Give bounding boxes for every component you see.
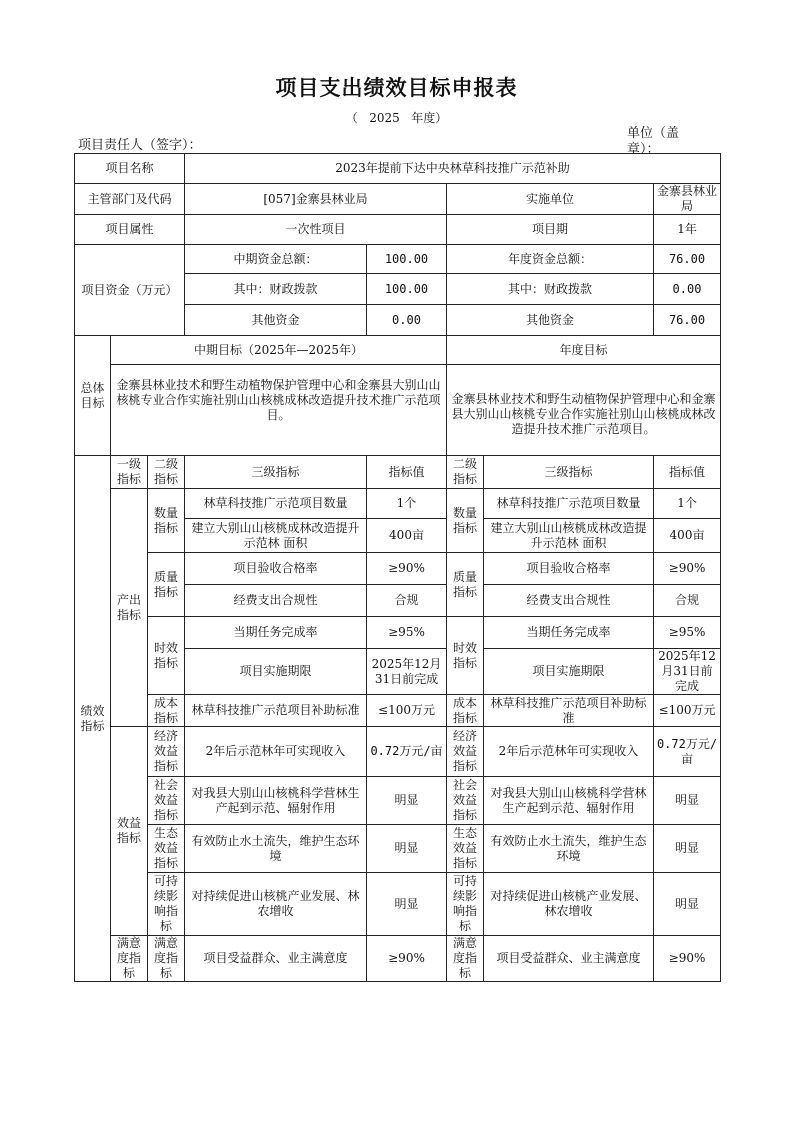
mid-goal-header: 中期目标（2025年—2025年） [111,336,447,365]
quantity-label-year: 数量指标 [447,489,484,553]
row-6-mid-value: ≤100万元 [367,695,447,727]
attr-label: 项目属性 [75,215,185,245]
impl-unit-value: 金寨县林业局 [654,184,721,215]
row-2-mid: 项目验收合格率 [185,553,367,585]
impl-unit-label: 实施单位 [447,184,654,215]
attr-value: 一次性项目 [185,215,447,245]
row-2-mid-value: ≥90% [367,553,447,585]
row-3-year: 经费支出合规性 [484,585,654,617]
performance-table [74,153,721,982]
overall-goal-label: 总体目标 [75,336,111,456]
header-level3: 三级指标 [185,456,367,489]
responsible-person-label: 项目责任人（签字）： [78,138,202,153]
dept-value: [057]金寨县林业局 [185,184,447,215]
timeliness-label-year: 时效指标 [447,617,484,695]
row-11-year-value: ≥90% [654,936,721,982]
row-2-year: 项目验收合格率 [484,553,654,585]
row-5-mid-value: 2025年12月31日前完成 [367,649,447,695]
period-value: 1年 [654,215,721,245]
year-total-value: 76.00 [654,245,721,274]
row-2-year-value: ≥90% [654,553,721,585]
row-0-mid: 林草科技推广示范项目数量 [185,489,367,519]
social-label-year: 社会效益指标 [447,777,484,825]
quality-label: 质量指标 [148,553,185,617]
row-8-year: 对我县大别山山核桃科学营林生产起到示范、辐射作用 [484,777,654,825]
row-9-year: 有效防止水土流失，维护生态环境 [484,825,654,873]
project-name-value: 2023年提前下达中央林草科技推广示范补助 [185,154,721,184]
cost-label: 成本指标 [148,695,185,727]
economic-label-year: 经济效益指标 [447,727,484,777]
sustainable-label-year: 可持续影响指标 [447,873,484,936]
row-0-year-value: 1个 [654,489,721,519]
quantity-label: 数量指标 [148,489,185,553]
mid-fiscal-label: 其中：财政拨款 [185,274,367,305]
row-1-mid-value: 400亩 [367,519,447,553]
row-8-year-value: 明显 [654,777,721,825]
row-5-mid: 项目实施期限 [185,649,367,695]
row-7-year-value: 0.72万元/亩 [654,727,721,777]
year-other-value: 76.00 [654,305,721,336]
row-7-mid: 2年后示范林年可实现收入 [185,727,367,777]
dept-label: 主管部门及代码 [75,184,185,215]
row-3-mid-value: 合规 [367,585,447,617]
row-5-year: 项目实施期限 [484,649,654,695]
sustainable-label: 可持续影响指标 [148,873,185,936]
row-8-mid-value: 明显 [367,777,447,825]
header-level2-year: 二级指标 [447,456,484,489]
year-total-label: 年度资金总额： [447,245,654,274]
mid-other-value: 0.00 [367,305,447,336]
row-11-mid: 项目受益群众、业主满意度 [185,936,367,982]
benefit-indicator-label: 效益指标 [111,727,148,936]
row-1-mid: 建立大别山山核桃成林改造提升示范林 面积 [185,519,367,553]
row-10-year-value: 明显 [654,873,721,936]
year-goal-header: 年度目标 [447,336,721,365]
performance-indicator-label: 绩效指标 [75,456,111,982]
row-7-year: 2年后示范林年可实现收入 [484,727,654,777]
row-1-year: 建立大别山山核桃成林改造提升示范林 面积 [484,519,654,553]
row-7-mid-value: 0.72万元/亩 [367,727,447,777]
header-level3-year: 三级指标 [484,456,654,489]
header-level1: 一级指标 [111,456,148,489]
row-1-year-value: 400亩 [654,519,721,553]
row-4-mid-value: ≥95% [367,617,447,649]
project-name-label: 项目名称 [75,154,185,184]
year-line: （ 2025 年度） [345,111,448,125]
mid-other-label: 其他资金 [185,305,367,336]
row-9-mid: 有效防止水土流失，维护生态环境 [185,825,367,873]
year-fiscal-label: 其中：财政拨款 [447,274,654,305]
row-10-year: 对持续促进山核桃产业发展、林农增收 [484,873,654,936]
mid-fiscal-value: 100.00 [367,274,447,305]
period-label: 项目期 [447,215,654,245]
row-4-year: 当期任务完成率 [484,617,654,649]
row-11-mid-value: ≥90% [367,936,447,982]
row-3-year-value: 合规 [654,585,721,617]
row-11-year: 项目受益群众、业主满意度 [484,936,654,982]
row-10-mid: 对持续促进山核桃产业发展、林农增收 [185,873,367,936]
row-6-year: 林草科技推广示范项目补助标准 [484,695,654,727]
year-goal-text: 金寨县林业技术和野生动植物保护管理中心和金寨县大别山山核桃专业合作实施社别山山核桃成林改造提升技术推广示范项目。 [447,365,721,456]
unit-seal-label: 单位（盖章）： [627,126,680,154]
economic-label: 经济效益指标 [148,727,185,777]
row-9-mid-value: 明显 [367,825,447,873]
mid-total-value: 100.00 [367,245,447,274]
header-level2: 二级指标 [148,456,185,489]
cost-label-year: 成本指标 [447,695,484,727]
row-4-mid: 当期任务完成率 [185,617,367,649]
row-6-year-value: ≤100万元 [654,695,721,727]
mid-total-label: 中期资金总额： [185,245,367,274]
row-3-mid: 经费支出合规性 [185,585,367,617]
row-0-mid-value: 1个 [367,489,447,519]
funds-label: 项目资金（万元） [75,245,185,336]
row-10-mid-value: 明显 [367,873,447,936]
row-8-mid: 对我县大别山山核桃科学营林生产起到示范、辐射作用 [185,777,367,825]
satisfaction-level2-label-year: 满意度指标 [447,936,484,982]
social-label: 社会效益指标 [148,777,185,825]
satisfaction-level1-label: 满意度指标 [111,936,148,982]
output-indicator-label: 产出指标 [111,489,148,727]
year-fiscal-value: 0.00 [654,274,721,305]
row-0-year: 林草科技推广示范项目数量 [484,489,654,519]
year-other-label: 其他资金 [447,305,654,336]
ecological-label-year: 生态效益指标 [447,825,484,873]
row-9-year-value: 明显 [654,825,721,873]
satisfaction-level2-label: 满意度指标 [148,936,185,982]
row-6-mid: 林草科技推广示范项目补助标准 [185,695,367,727]
header-value-year: 指标值 [654,456,721,489]
row-5-year-value: 2025年12月31日前完成 [654,649,721,695]
ecological-label: 生态效益指标 [148,825,185,873]
row-4-year-value: ≥95% [654,617,721,649]
header-value: 指标值 [367,456,447,489]
quality-label-year: 质量指标 [447,553,484,617]
page-title: 项目支出绩效目标申报表 [275,76,518,100]
mid-goal-text: 金寨县林业技术和野生动植物保护管理中心和金寨县大别山山核桃专业合作实施社别山山核桃成林改造提升技术推广示范项目。 [111,365,447,456]
timeliness-label: 时效指标 [148,617,185,695]
